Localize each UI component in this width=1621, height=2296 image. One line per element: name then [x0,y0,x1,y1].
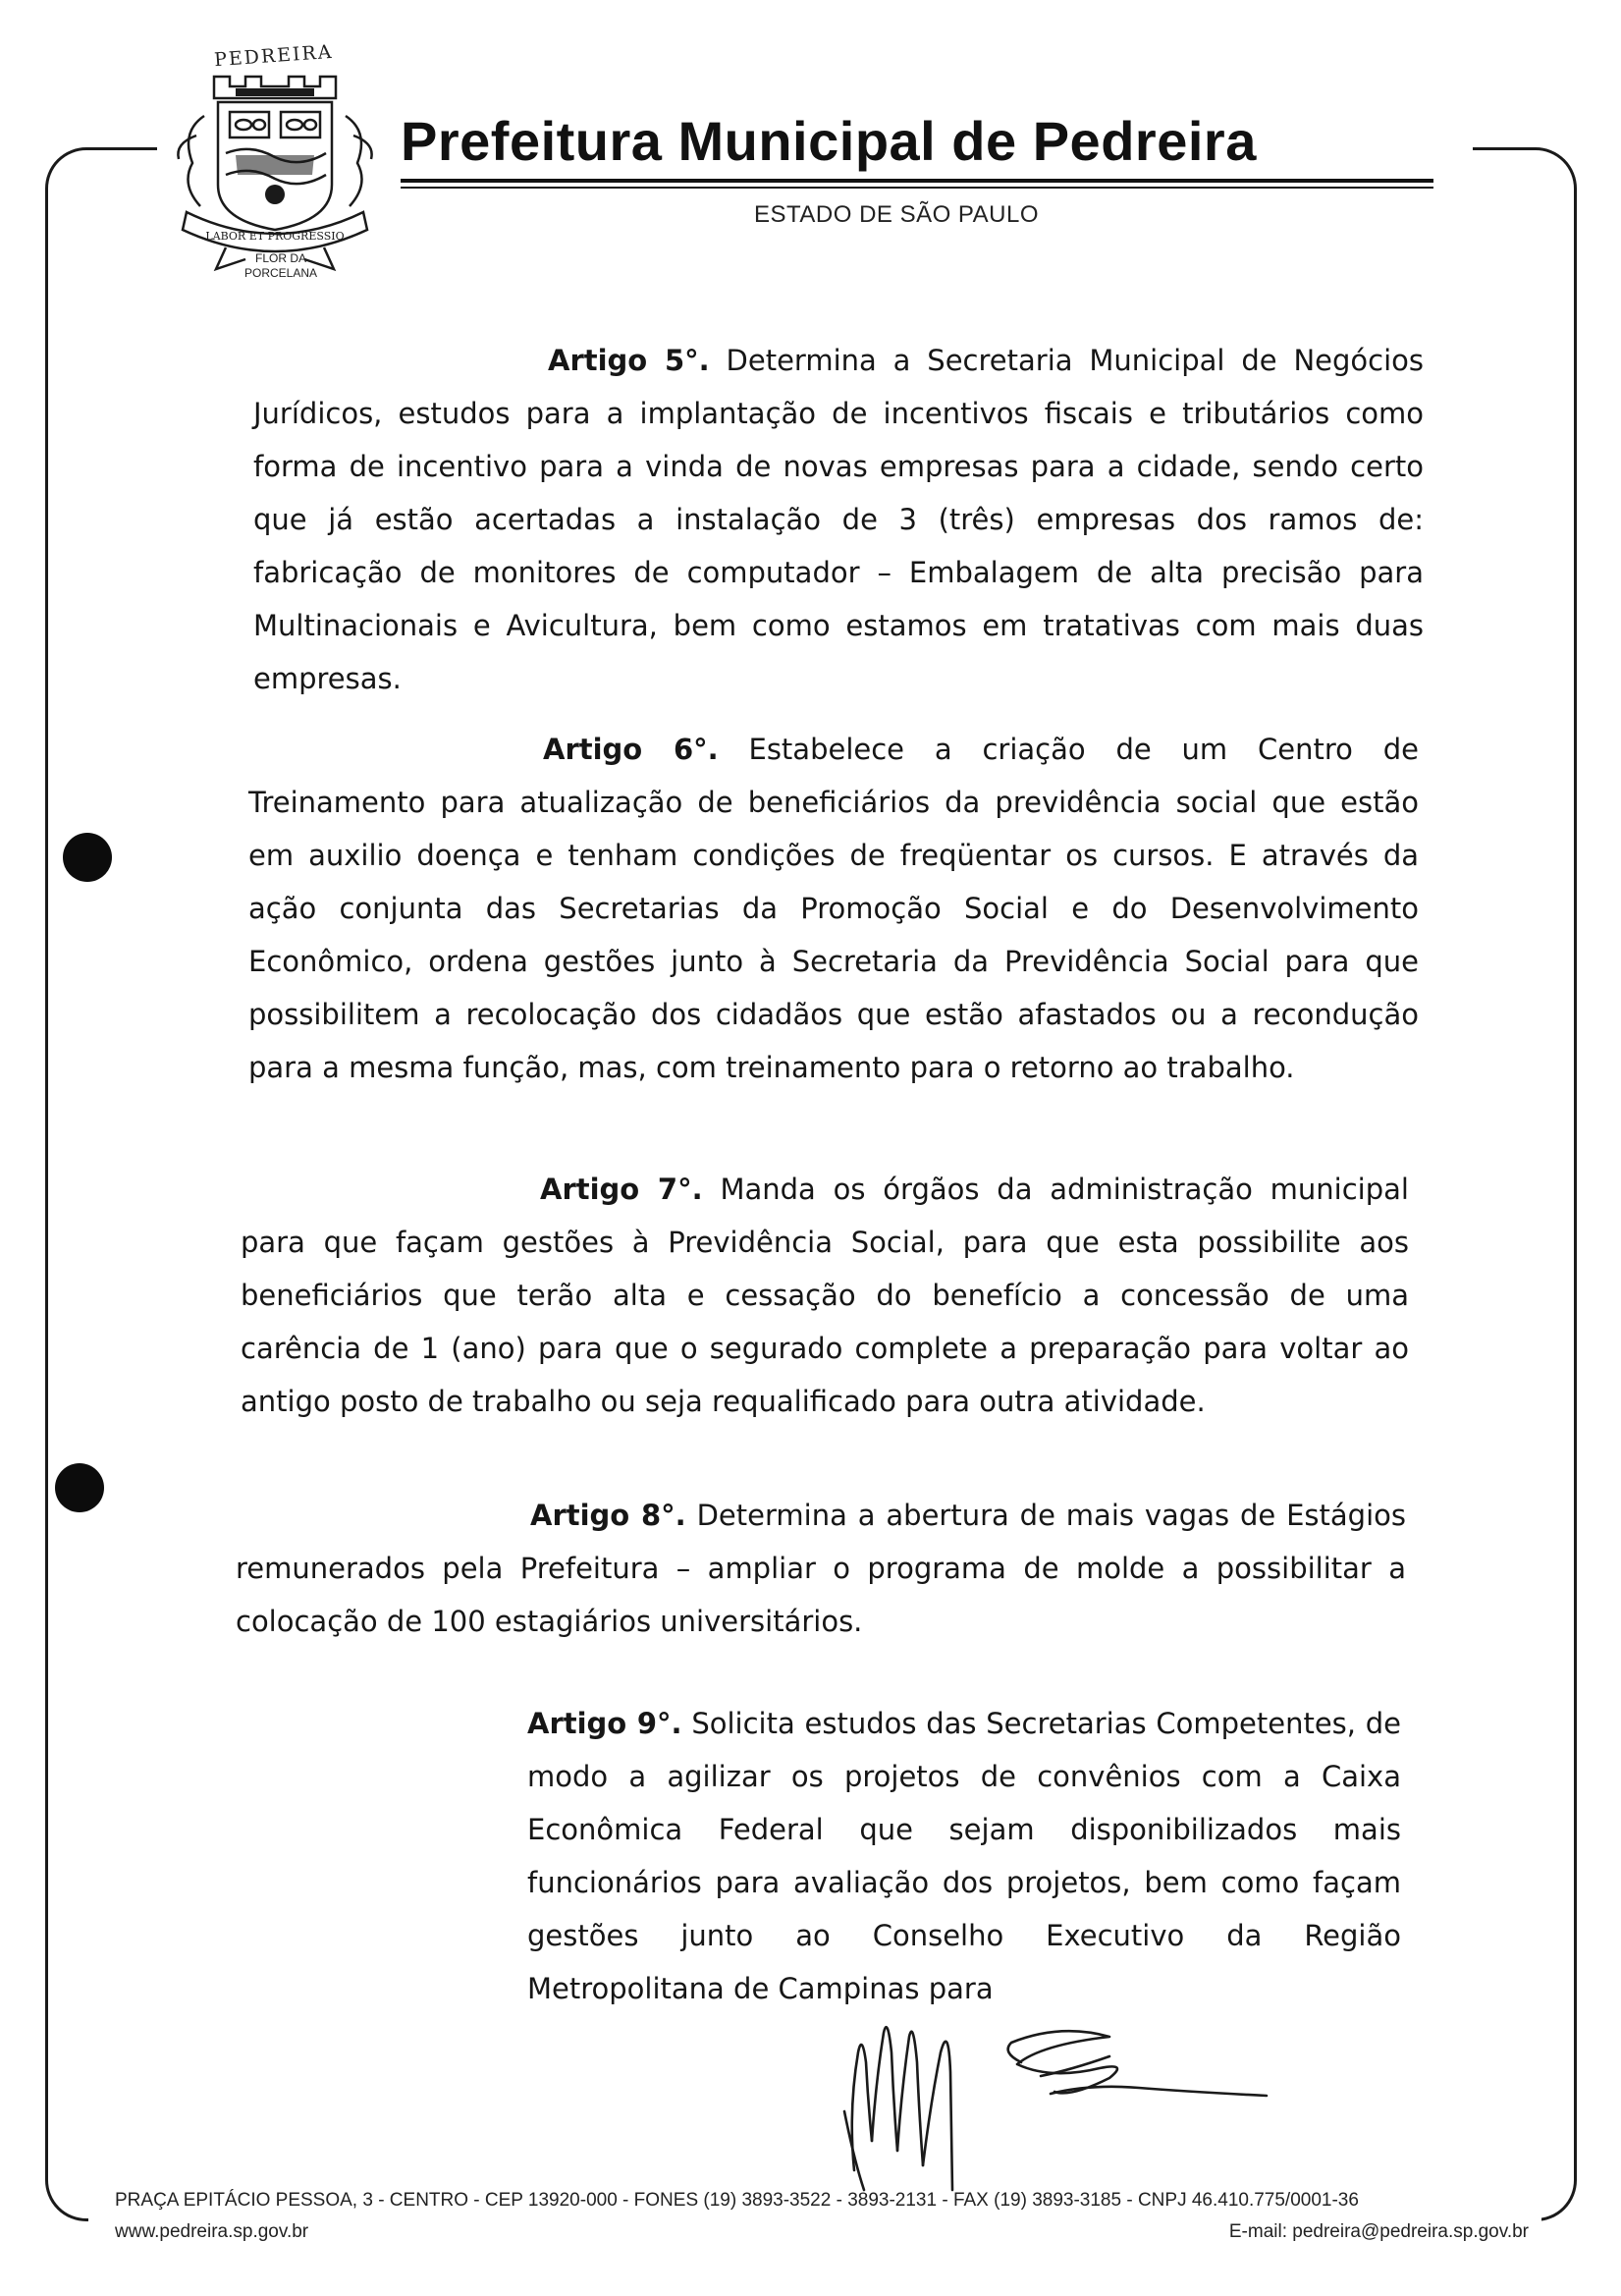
punch-hole [55,1463,104,1512]
article-6 [248,723,1419,1094]
article-text: Estabelece a criação de um Centro de Treinamento para atualização de beneficiários da previdência social que estão em auxilio doença e tenham condições de freqüentar os cursos. E através da ação conjunta das Secretarias da Promoção Social e do Desenvolvimento Econômico, ordena gestões junto à Secretaria da Previdência Social para que possibilitem a recolocação dos cidadãos que estão afastados ou a recondução para a mesma função, mas, com treinamento para o retorno ao trabalho. [248,733,1419,1084]
article-label: Artigo 8°. [530,1499,686,1532]
article-label: Artigo 6°. [543,733,719,766]
article-7 [241,1163,1409,1428]
title-underline-thin [401,187,1433,189]
article-text: Manda os órgãos da administração municipal para que façam gestões à Previdência Social, para que esta possibilite aos beneficiários que terão alta e cessação do benefício a concessão de uma carência de 1 (ano) para que o segurado complete a preparação para voltar ao antigo posto de trabalho ou seja requalificado para outra atividade. [241,1173,1409,1418]
article-text: Solicita estudos das Secretarias Competentes, de modo a agilizar os projetos de convênios com a Caixa Econômica Federal que sejam disponibilizados mais funcionários para avaliação dos projetos, bem como façam gestões junto ao Conselho Executivo da Região Metropolitana de Campinas para [527,1707,1401,2005]
page-title: Prefeitura Municipal de Pedreira [401,110,1257,172]
footer-email[interactable]: E-mail: pedreira@pedreira.sp.gov.br [1228,2221,1529,2242]
title-underline [401,179,1433,183]
page-subtitle: ESTADO DE SÃO PAULO [754,201,1040,228]
footer-address: PRAÇA EPITÁCIO PESSOA, 3 - CENTRO - CEP 13920-000 - FONES (19) 3893-3522 - 3893-2131 - FAX (19) 3893-3185 - CNPJ 46.410.775/0001-36 [115,2190,1359,2211]
article-8 [236,1489,1406,1648]
punch-hole [63,833,112,882]
article-label: Artigo 9°. [527,1707,682,1740]
article-label: Artigo 7°. [540,1173,703,1206]
article-label: Artigo 5°. [548,344,710,377]
crest-top-label: PEDREIRA [213,40,335,72]
article-text: Determina a Secretaria Municipal de Negócios Jurídicos, estudos para a implantação de incentivos fiscais e tributários como forma de incentivo para a vinda de novas empresas para a cidade, sendo certo que já estão acertadas a instalação de 3 (três) empresas dos ramos de: fabricação de monitores de computador – Embalagem de alta precisão para Multinacionais e Avicultura, bem como estamos em tratativas com mais duas empresas. [253,344,1424,695]
article-9 [527,1697,1401,2015]
crest-motto: LABOR ET PROGRESSIO [205,230,345,243]
article-5 [253,334,1424,705]
signature [815,1994,1325,2200]
article-text: Determina a abertura de mais vagas de Estágios remunerados pela Prefeitura – ampliar o programa de molde a possibilitar a colocação de 100 estagiários universitários. [236,1499,1406,1638]
crest-bottom-label: FLOR DA PORCELANA [243,251,318,280]
footer-website[interactable]: www.pedreira.sp.gov.br [115,2221,309,2242]
